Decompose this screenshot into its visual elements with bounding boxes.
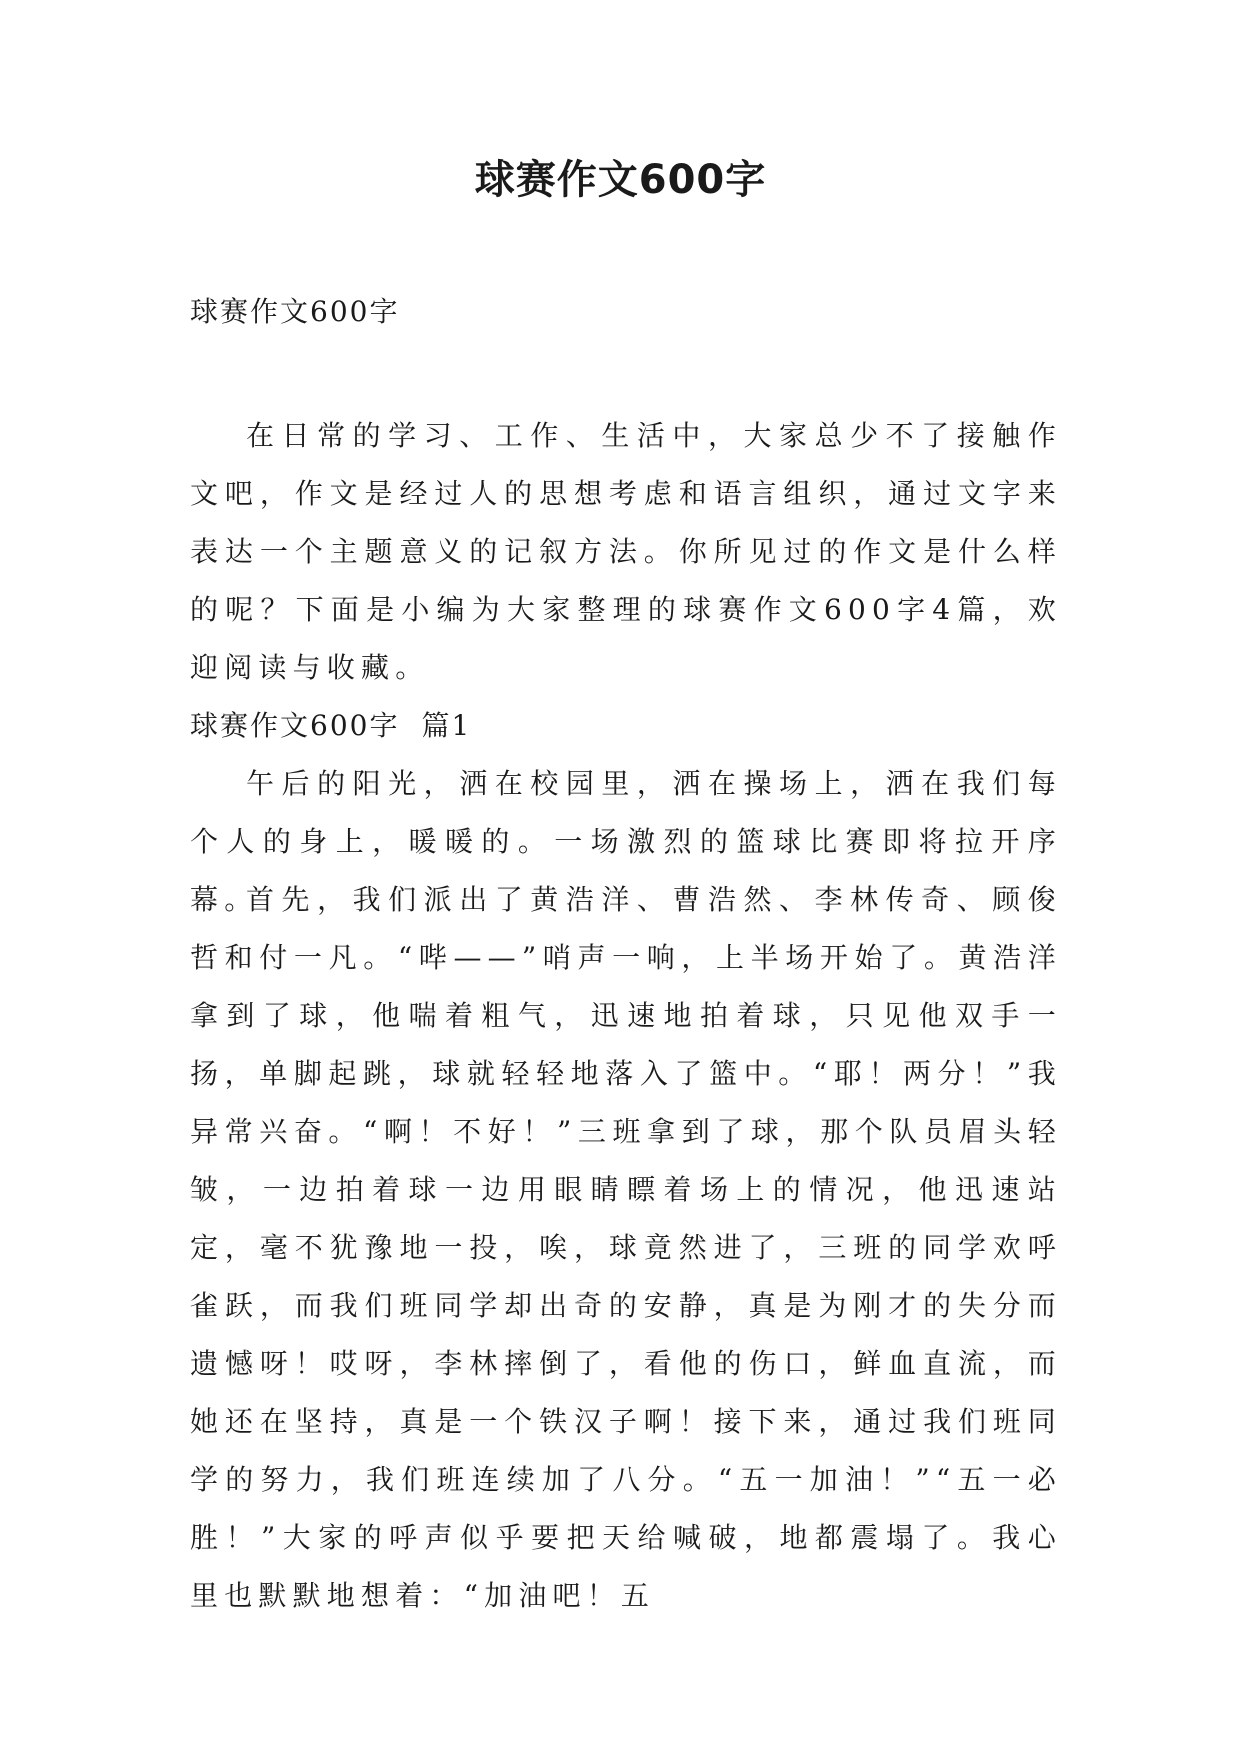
intro-paragraph: 在日常的学习、工作、生活中，大家总少不了接触作文吧，作文是经过人的思想考虑和语言组织，通过文字来表达一个主题意义的记叙方法。你所见过的作文是什么样的呢？下面是小编为大家整理的球赛作文600字4篇，欢迎阅读与收藏。	[190, 419, 1062, 684]
section-title: 球赛作文600字	[190, 709, 400, 742]
body-paragraph: 午后的阳光，洒在校园里，洒在操场上，洒在我们每个人的身上，暖暖的。一场激烈的篮球比赛即将拉开序幕。	[190, 767, 1062, 916]
section-heading	[190, 697, 471, 755]
section-number: 篇1	[421, 709, 472, 742]
document-title: 球赛作文600字	[474, 157, 767, 203]
body-paragraph: 首先，我们派出了黄浩洋、曹浩然、李林传奇、顾俊哲和付一凡。“哔——”哨声一响，上半场开始了。黄浩洋拿到了球，他喘着粗气，迅速地拍着球，只见他双手一扬，单脚起跳，球就轻轻地落入了篮中。“耶！两分！”我异常兴奋。“啊！不好！”三班拿到了球，那个队员眉头轻皱，一边拍着球一边用眼睛瞟着场上的情况，他迅速站定，毫不犹豫地一投，唉，球竟然进了，三班的同学欢呼雀跃，而我们班同学却出奇的安静，真是为刚才的失分而遗憾呀！哎呀，李林摔倒了，看他的伤口，鲜血直流，而她还在坚持，真是一个铁汉子啊！接下来，通过我们班同学的努力，我们班连续加了八分。“五一加油！”“五一必胜！”大家的呼声似乎要把天给喊破，地都震塌了。我心里也默默地想着：“加油吧！五	[190, 883, 1062, 1612]
document-subtitle: 球赛作文600字	[190, 295, 400, 328]
